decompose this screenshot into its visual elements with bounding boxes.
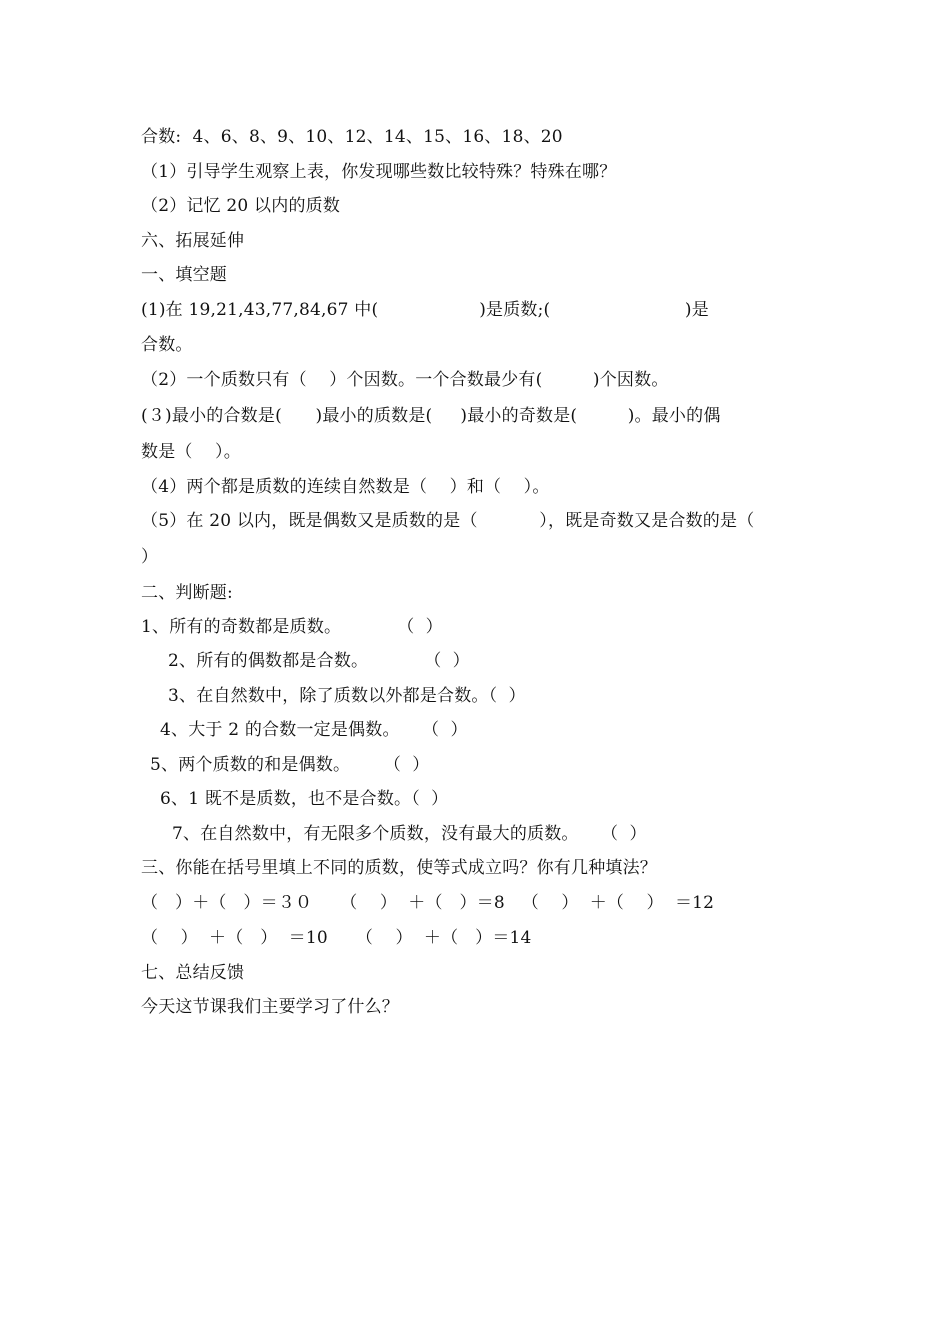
prime-fill-title: 三、你能在括号里填上不同的质数，使等式成立吗？你有几种填法？ xyxy=(141,858,657,878)
guide-question-2: （2）记忆 20 以内的质数 xyxy=(141,196,341,216)
fill-question-1-line-1: (1)在 19,21,43,77,84,67 中( )是质数;( )是 xyxy=(141,300,709,320)
section-7-title: 七、总结反馈 xyxy=(141,963,245,983)
judge-question-5: 5、两个质数的和是偶数。 （ ） xyxy=(150,755,430,775)
judge-question-7: 7、在自然数中，有无限多个质数，没有最大的质数。 （ ） xyxy=(172,824,647,844)
judge-question-2: 2、所有的偶数都是合数。 （ ） xyxy=(168,651,470,671)
composite-numbers-line: 合数: 4、6、8、9、10、12、14、15、16、18、20 xyxy=(141,127,563,147)
judge-question-1: 1、所有的奇数都是质数。 （ ） xyxy=(141,617,443,637)
section-6-title: 六、拓展延伸 xyxy=(141,231,245,251)
judge-question-4: 4、大于 2 的合数一定是偶数。 （ ） xyxy=(160,720,468,740)
fill-question-3-line-2: 数是（ ）。 xyxy=(141,442,241,462)
fill-in-title: 一、填空题 xyxy=(141,265,227,285)
equation-row-1: （ ）＋（ ）＝３０ （ ） ＋（ ）＝8 （ ） ＋（ ） ＝12 xyxy=(141,893,715,913)
fill-question-1-line-2: 合数。 xyxy=(141,335,193,355)
judge-title: 二、判断题: xyxy=(141,583,233,603)
fill-question-4: （4）两个都是质数的连续自然数是（ ）和（ ）。 xyxy=(141,477,550,497)
fill-question-3-line-1: (３)最小的合数是( )最小的质数是( )最小的奇数是( )。最小的偶 xyxy=(141,406,721,426)
summary-question: 今天这节课我们主要学习了什么？ xyxy=(141,997,399,1017)
judge-question-6: 6、1 既不是质数，也不是合数。（ ） xyxy=(160,789,449,809)
fill-question-2: （2）一个质数只有（ ）个因数。一个合数最少有( )个因数。 xyxy=(141,370,669,390)
fill-question-5-line-1: （5）在 20 以内，既是偶数又是质数的是（ ），既是奇数又是合数的是（ xyxy=(141,511,755,531)
judge-question-3: 3、在自然数中，除了质数以外都是合数。（ ） xyxy=(168,686,526,706)
guide-question-1: （1）引导学生观察上表，你发现哪些数比较特殊？特殊在哪？ xyxy=(141,162,617,182)
equation-row-2: （ ） ＋（ ） ＝10 （ ） ＋（ ）＝14 xyxy=(141,928,532,948)
fill-question-5-line-2: ） xyxy=(141,547,159,567)
